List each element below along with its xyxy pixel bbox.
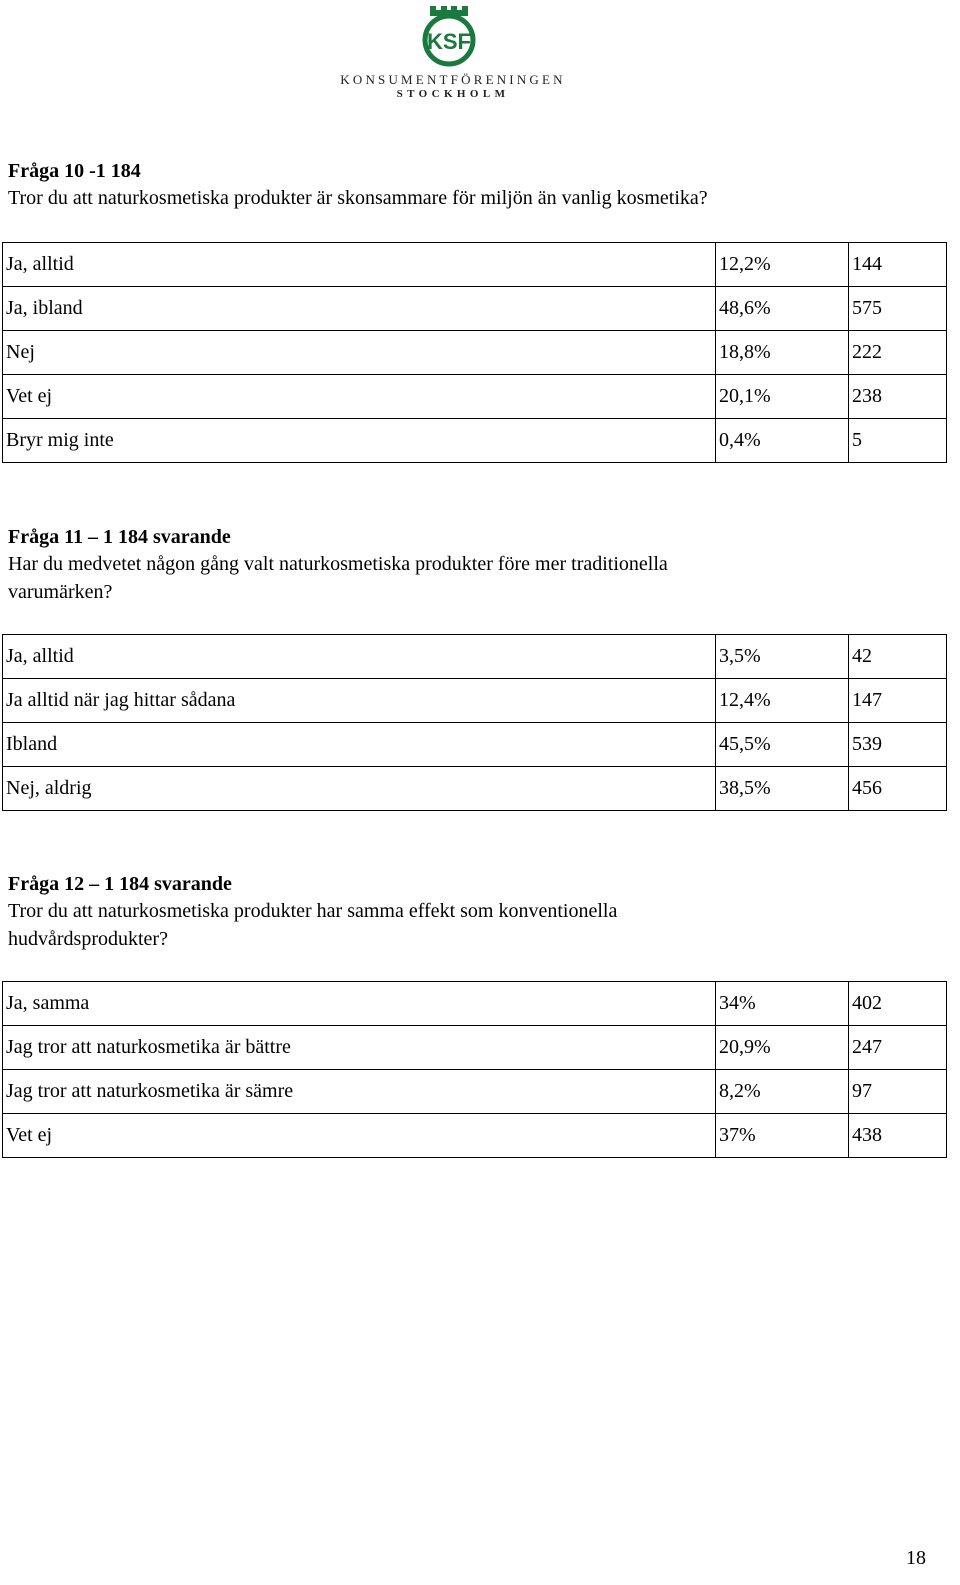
percent-cell: 20,9% xyxy=(716,1026,849,1070)
table-row xyxy=(3,982,947,1026)
percent-cell: 38,5% xyxy=(716,767,849,811)
question-11-heading: Fråga 11 – 1 184 svarande xyxy=(8,526,231,548)
logo-name: KONSUMENTFÖRENINGEN xyxy=(340,72,566,87)
answer-cell: Ja, alltid xyxy=(3,635,716,679)
percent-cell: 8,2% xyxy=(716,1070,849,1114)
question-10-table xyxy=(2,242,947,463)
question-12-table xyxy=(2,981,947,1158)
count-cell: 456 xyxy=(849,767,947,811)
percent-cell: 37% xyxy=(716,1114,849,1158)
question-11-text-line2: varumärken? xyxy=(8,581,113,603)
percent-cell: 34% xyxy=(716,982,849,1026)
count-cell: 222 xyxy=(849,331,947,375)
percent-cell: 18,8% xyxy=(716,331,849,375)
table-row xyxy=(3,419,947,463)
question-11 xyxy=(8,524,938,606)
answer-cell: Bryr mig inte xyxy=(3,419,716,463)
answer-cell: Jag tror att naturkosmetika är sämre xyxy=(3,1070,716,1114)
count-cell: 144 xyxy=(849,243,947,287)
table-row xyxy=(3,679,947,723)
table-row xyxy=(3,767,947,811)
percent-cell: 48,6% xyxy=(716,287,849,331)
percent-cell: 20,1% xyxy=(716,375,849,419)
answer-cell: Vet ej xyxy=(3,1114,716,1158)
logo-monogram: KSF xyxy=(427,29,471,54)
logo-city: STOCKHOLM xyxy=(396,88,510,100)
count-cell: 539 xyxy=(849,723,947,767)
answer-cell: Ja alltid när jag hittar sådana xyxy=(3,679,716,723)
table-row xyxy=(3,243,947,287)
answer-cell: Ibland xyxy=(3,723,716,767)
table-row xyxy=(3,1070,947,1114)
count-cell: 402 xyxy=(849,982,947,1026)
page-number: 18 xyxy=(906,1547,926,1569)
question-12 xyxy=(8,871,938,953)
question-12-text-line2: hudvårdsprodukter? xyxy=(8,928,168,950)
answer-cell: Ja, alltid xyxy=(3,243,716,287)
answer-cell: Nej, aldrig xyxy=(3,767,716,811)
percent-cell: 12,2% xyxy=(716,243,849,287)
question-11-table xyxy=(2,634,947,811)
table-row xyxy=(3,723,947,767)
table-row xyxy=(3,1026,947,1070)
question-12-heading: Fråga 12 – 1 184 svarande xyxy=(8,873,232,895)
count-cell: 238 xyxy=(849,375,947,419)
table-row xyxy=(3,287,947,331)
answer-cell: Ja, samma xyxy=(3,982,716,1026)
answer-cell: Nej xyxy=(3,331,716,375)
percent-cell: 0,4% xyxy=(716,419,849,463)
count-cell: 5 xyxy=(849,419,947,463)
count-cell: 147 xyxy=(849,679,947,723)
percent-cell: 45,5% xyxy=(716,723,849,767)
table-row xyxy=(3,1114,947,1158)
answer-cell: Ja, ibland xyxy=(3,287,716,331)
question-10-heading: Fråga 10 -1 184 xyxy=(8,160,141,182)
answer-cell: Vet ej xyxy=(3,375,716,419)
konsumentforeningen-logo xyxy=(338,2,568,102)
count-cell: 247 xyxy=(849,1026,947,1070)
answer-cell: Jag tror att naturkosmetika är bättre xyxy=(3,1026,716,1070)
table-row xyxy=(3,331,947,375)
question-12-text-line1: Tror du att naturkosmetiska produkter har samma effekt som konventionella xyxy=(8,900,618,922)
count-cell: 438 xyxy=(849,1114,947,1158)
table-row xyxy=(3,375,947,419)
count-cell: 575 xyxy=(849,287,947,331)
percent-cell: 12,4% xyxy=(716,679,849,723)
question-10 xyxy=(8,158,938,212)
question-11-text-line1: Har du medvetet någon gång valt naturkosmetiska produkter före mer traditionella xyxy=(8,553,668,575)
count-cell: 97 xyxy=(849,1070,947,1114)
question-10-text: Tror du att naturkosmetiska produkter är skonsammare för miljön än vanlig kosmetika? xyxy=(8,187,708,209)
ksf-emblem-icon xyxy=(418,2,480,72)
percent-cell: 3,5% xyxy=(716,635,849,679)
table-row xyxy=(3,635,947,679)
count-cell: 42 xyxy=(849,635,947,679)
